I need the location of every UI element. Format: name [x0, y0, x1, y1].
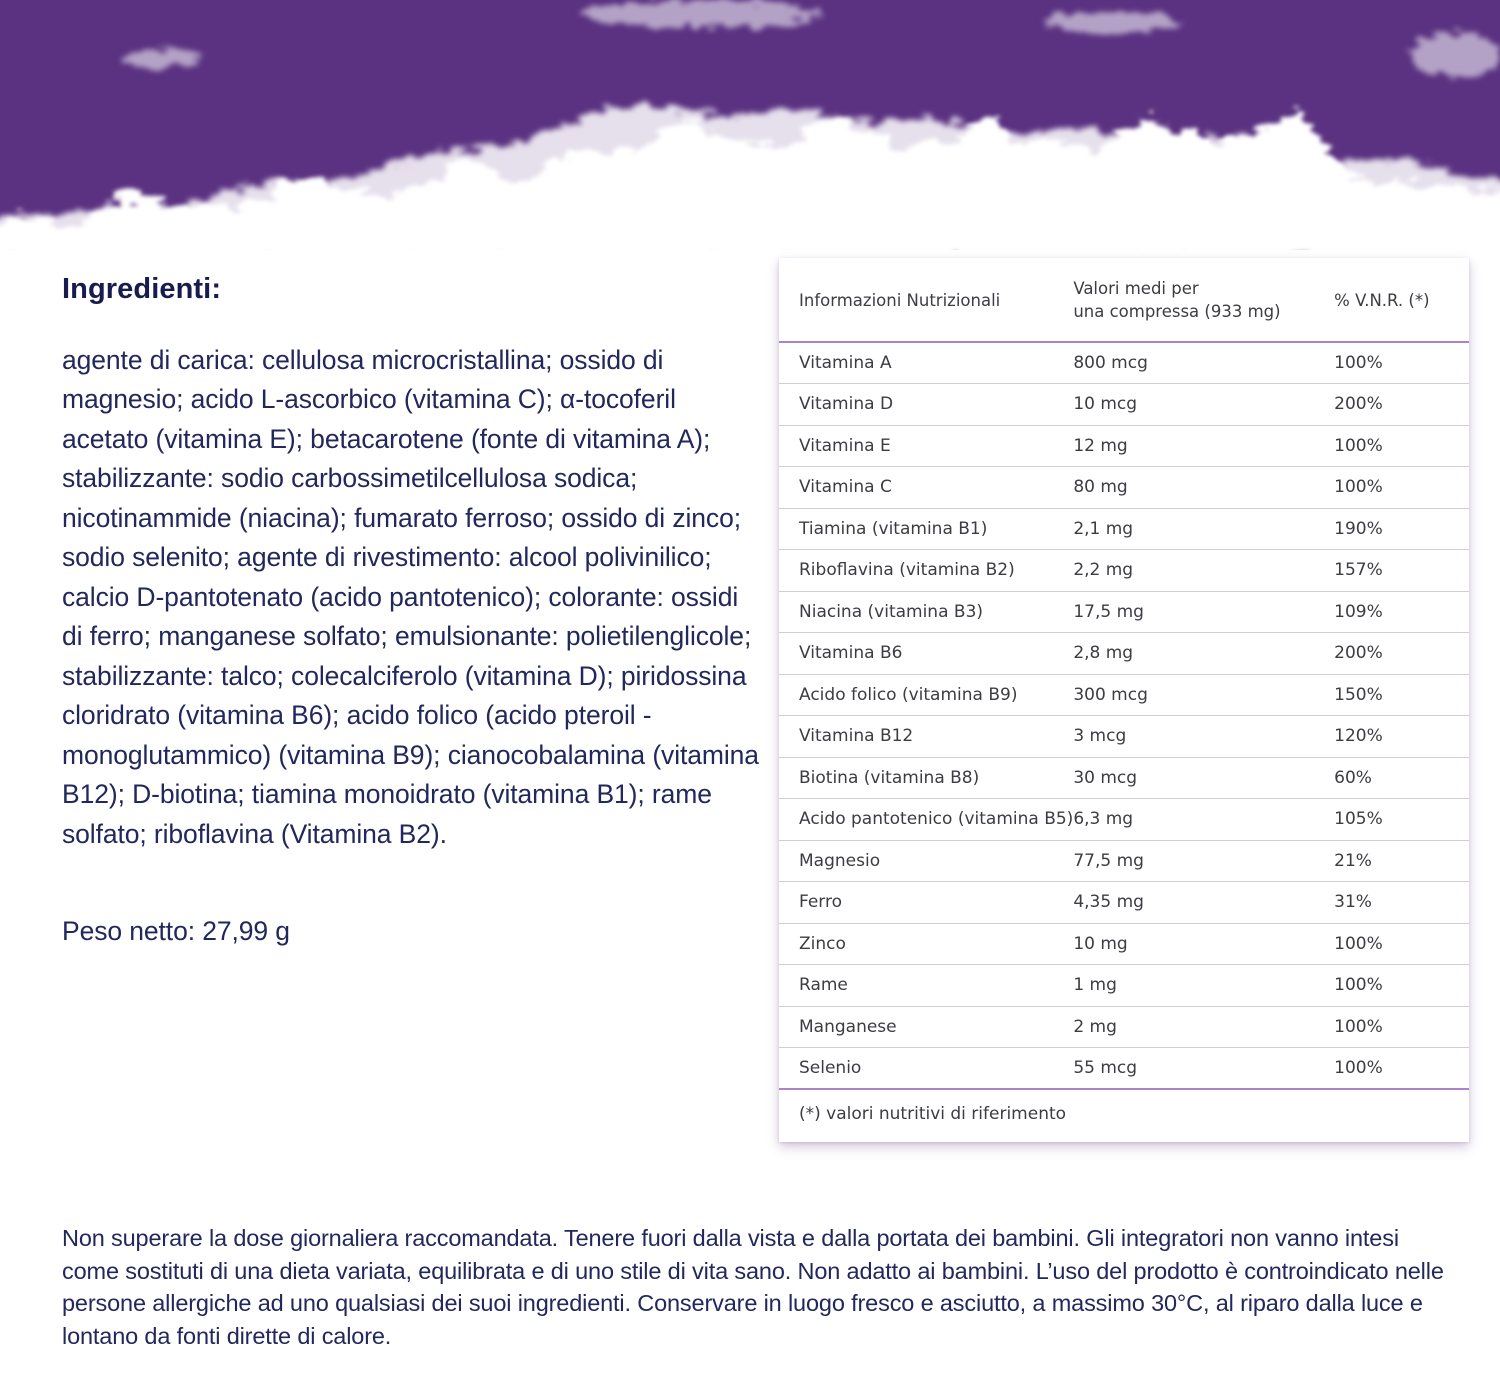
cell-nutrient-vnr: 100% — [1332, 1006, 1469, 1048]
table-header-row — [779, 258, 1469, 342]
cell-nutrient-amount: 2,2 mg — [1073, 550, 1332, 592]
nutrition-table-body — [779, 342, 1469, 1089]
cell-nutrient-vnr: 157% — [1332, 550, 1469, 592]
cell-nutrient-vnr: 109% — [1332, 591, 1469, 633]
cell-nutrient-name: Vitamina E — [779, 425, 1073, 467]
cell-nutrient-vnr: 190% — [1332, 508, 1469, 550]
nutrition-table — [779, 258, 1469, 1090]
net-weight-text: Peso netto: 27,99 g — [62, 916, 290, 947]
table-row — [779, 508, 1469, 550]
cell-nutrient-name: Riboflavina (vitamina B2) — [779, 550, 1073, 592]
table-row — [779, 799, 1469, 841]
table-row — [779, 882, 1469, 924]
table-row — [779, 1048, 1469, 1090]
cell-nutrient-vnr: 200% — [1332, 633, 1469, 675]
cell-nutrient-name: Biotina (vitamina B8) — [779, 757, 1073, 799]
table-row — [779, 425, 1469, 467]
table-row — [779, 674, 1469, 716]
table-row — [779, 757, 1469, 799]
column-header-vnr: % V.N.R. (*) — [1332, 258, 1469, 342]
cell-nutrient-name: Acido folico (vitamina B9) — [779, 674, 1073, 716]
nutrition-table-card — [779, 258, 1469, 1142]
column-header-nutrient: Informazioni Nutrizionali — [779, 258, 1073, 342]
cell-nutrient-amount: 10 mg — [1073, 923, 1332, 965]
purple-cloud-banner — [0, 0, 1500, 250]
ingredients-heading: Ingredienti: — [62, 273, 222, 305]
cell-nutrient-name: Tiamina (vitamina B1) — [779, 508, 1073, 550]
cell-nutrient-amount: 30 mcg — [1073, 757, 1332, 799]
cell-nutrient-vnr: 105% — [1332, 799, 1469, 841]
cloud-shape-icon — [0, 0, 1500, 250]
table-row — [779, 633, 1469, 675]
cell-nutrient-amount: 3 mcg — [1073, 716, 1332, 758]
cell-nutrient-name: Vitamina D — [779, 384, 1073, 426]
cell-nutrient-amount: 2 mg — [1073, 1006, 1332, 1048]
cell-nutrient-vnr: 21% — [1332, 840, 1469, 882]
cell-nutrient-name: Zinco — [779, 923, 1073, 965]
cell-nutrient-vnr: 100% — [1332, 923, 1469, 965]
cell-nutrient-amount: 12 mg — [1073, 425, 1332, 467]
cell-nutrient-vnr: 100% — [1332, 965, 1469, 1007]
cell-nutrient-vnr: 100% — [1332, 1048, 1469, 1090]
cell-nutrient-name: Ferro — [779, 882, 1073, 924]
column-header-amount-line2: una compressa (933 mg) — [1073, 302, 1281, 321]
cell-nutrient-vnr: 100% — [1332, 425, 1469, 467]
cell-nutrient-name: Magnesio — [779, 840, 1073, 882]
table-row — [779, 923, 1469, 965]
cell-nutrient-amount: 80 mg — [1073, 467, 1332, 509]
ingredients-body-text: agente di carica: cellulosa microcristallina; ossido di magnesio; acido L-ascorbico (vitamina C); α-tocoferil acetato (vitamina E); betacarotene (fonte di vitamina A); stabilizzante: sodio carbossimetilcellulosa sodica; nicotinammide (niacina); fumarato ferroso; ossido di zinco; sodio selenito; agente di rivestimento: alcool polivinilico; calcio D-pantotenato (acido pantotenico); colorante: ossidi di ferro; manganese solfato; emulsionante: polietilenglicole; stabilizzante: talco; colecalciferolo (vitamina D); piridossina cloridrato (vitamina B6); acido folico (acido pteroil - monoglutammico) (vitamina B9); cianocobalamina (vitamina B12); D-biotina; tiamina monoidrato (vitamina B1); rame solfato; riboflavina (Vitamina B2). — [62, 344, 759, 849]
table-row — [779, 384, 1469, 426]
table-row — [779, 840, 1469, 882]
nutrition-table-head — [779, 258, 1469, 342]
cell-nutrient-vnr: 100% — [1332, 342, 1469, 384]
cell-nutrient-name: Selenio — [779, 1048, 1073, 1090]
table-row — [779, 965, 1469, 1007]
cell-nutrient-name: Rame — [779, 965, 1073, 1007]
cell-nutrient-vnr: 31% — [1332, 882, 1469, 924]
cell-nutrient-name: Vitamina A — [779, 342, 1073, 384]
table-row — [779, 716, 1469, 758]
cell-nutrient-vnr: 120% — [1332, 716, 1469, 758]
cell-nutrient-amount: 17,5 mg — [1073, 591, 1332, 633]
cell-nutrient-vnr: 60% — [1332, 757, 1469, 799]
cell-nutrient-amount: 6,3 mg — [1073, 799, 1332, 841]
cell-nutrient-amount: 77,5 mg — [1073, 840, 1332, 882]
cell-nutrient-amount: 2,8 mg — [1073, 633, 1332, 675]
cell-nutrient-name: Vitamina C — [779, 467, 1073, 509]
cell-nutrient-amount: 10 mcg — [1073, 384, 1332, 426]
warnings-text: Non superare la dose giornaliera raccomandata. Tenere fuori dalla vista e dalla portata dei bambini. Gli integratori non vanno intesi come sostituti di una dieta variata, equilibrata e di uno stile di vita sano. Non adatto ai bambini. L’uso del prodotto è controindicato nelle persone allergiche ad uno qualsiasi dei suoi ingredienti. Conservare in luogo fresco e asciutto, a massimo 30°C, al riparo dalla luce e lontano da fonti dirette di calore. — [62, 1225, 1444, 1349]
cell-nutrient-amount: 300 mcg — [1073, 674, 1332, 716]
cell-nutrient-name: Vitamina B6 — [779, 633, 1073, 675]
cell-nutrient-amount: 55 mcg — [1073, 1048, 1332, 1090]
cell-nutrient-vnr: 150% — [1332, 674, 1469, 716]
cell-nutrient-amount: 2,1 mg — [1073, 508, 1332, 550]
cell-nutrient-name: Vitamina B12 — [779, 716, 1073, 758]
column-header-amount — [1073, 258, 1332, 342]
cell-nutrient-vnr: 100% — [1332, 467, 1469, 509]
table-row — [779, 1006, 1469, 1048]
column-header-amount-line1: Valori medi per — [1073, 279, 1199, 298]
table-row — [779, 342, 1469, 384]
cell-nutrient-vnr: 200% — [1332, 384, 1469, 426]
table-row — [779, 550, 1469, 592]
table-footnote: (*) valori nutritivi di riferimento — [799, 1104, 1067, 1124]
table-row — [779, 467, 1469, 509]
cell-nutrient-amount: 800 mcg — [1073, 342, 1332, 384]
table-row — [779, 591, 1469, 633]
cell-nutrient-name: Niacina (vitamina B3) — [779, 591, 1073, 633]
cell-nutrient-amount: 4,35 mg — [1073, 882, 1332, 924]
ingredients-section — [62, 272, 762, 952]
cell-nutrient-amount: 1 mg — [1073, 965, 1332, 1007]
cell-nutrient-name: Acido pantotenico (vitamina B5) — [779, 799, 1073, 841]
cell-nutrient-name: Manganese — [779, 1006, 1073, 1048]
